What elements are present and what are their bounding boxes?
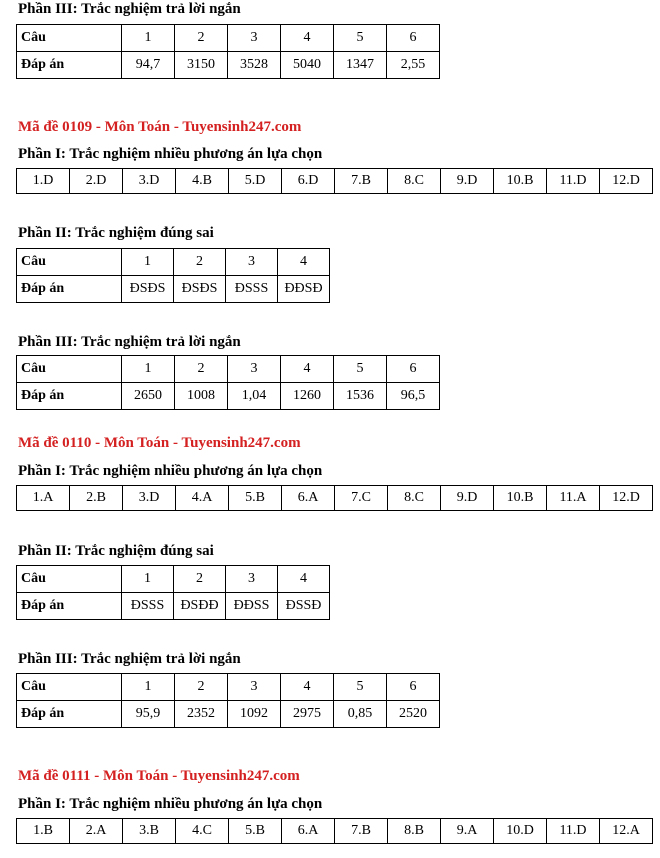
answer-cell: 1260 [281, 383, 334, 410]
answer-cell: 2.D [70, 169, 123, 194]
answer-cell: ĐSĐS [122, 276, 174, 303]
answer-cell: 1347 [334, 52, 387, 79]
part2-heading: Phần II: Trắc nghiệm đúng sai [18, 225, 214, 241]
answer-cell: 5.B [229, 819, 282, 844]
question-number: 6 [387, 356, 440, 383]
header-label: Câu [17, 674, 122, 701]
table-row [17, 276, 330, 303]
question-number: 6 [387, 674, 440, 701]
answer-cell: 4.C [176, 819, 229, 844]
question-number: 1 [122, 674, 175, 701]
question-number: 4 [281, 674, 334, 701]
question-number: 1 [122, 566, 174, 593]
answer-cell: ĐĐSĐ [278, 276, 330, 303]
answer-cell: ĐSĐS [174, 276, 226, 303]
answer-cell: 4.A [176, 486, 229, 511]
answer-cell: 11.A [547, 486, 600, 511]
question-number: 5 [334, 25, 387, 52]
answer-cell: 2352 [175, 701, 228, 728]
question-number: 3 [228, 356, 281, 383]
header-label: Câu [17, 356, 122, 383]
answer-cell: 6.D [282, 169, 335, 194]
answer-cell: 1092 [228, 701, 281, 728]
answer-cell: 96,5 [387, 383, 440, 410]
answer-cell: 95,9 [122, 701, 175, 728]
question-number: 4 [281, 25, 334, 52]
part2-table [16, 565, 330, 620]
answer-label: Đáp án [17, 593, 122, 620]
answer-cell: 9.D [441, 169, 494, 194]
answer-cell: 1008 [175, 383, 228, 410]
answer-cell: 0,85 [334, 701, 387, 728]
table-row [17, 169, 653, 194]
part3-table [16, 355, 440, 410]
answer-cell: ĐSSS [226, 276, 278, 303]
answer-cell: 1.A [17, 486, 70, 511]
question-number: 2 [174, 566, 226, 593]
answer-cell: 11.D [547, 819, 600, 844]
answer-cell: 3528 [228, 52, 281, 79]
answer-cell: 1,04 [228, 383, 281, 410]
question-number: 1 [122, 249, 174, 276]
answer-cell: 5.D [229, 169, 282, 194]
part3-table [16, 673, 440, 728]
table-row [17, 356, 440, 383]
answer-cell: 3.B [123, 819, 176, 844]
answer-cell: 3150 [175, 52, 228, 79]
part1-heading: Phần I: Trắc nghiệm nhiều phương án lựa chọn [18, 463, 323, 479]
question-number: 4 [278, 249, 330, 276]
exam-code-title: Mã đề 0111 - Môn Toán - Tuyensinh247.com [18, 768, 300, 784]
table-row [17, 674, 440, 701]
answer-cell: 8.C [388, 486, 441, 511]
answer-cell: 11.D [547, 169, 600, 194]
question-number: 2 [175, 674, 228, 701]
exam-code-title: Mã đề 0109 - Môn Toán - Tuyensinh247.com [18, 119, 302, 135]
part1-table [16, 485, 653, 511]
question-number: 2 [174, 249, 226, 276]
answer-cell: 3.D [123, 486, 176, 511]
answer-label: Đáp án [17, 701, 122, 728]
answer-label: Đáp án [17, 52, 122, 79]
part1-heading: Phần I: Trắc nghiệm nhiều phương án lựa chọn [18, 146, 323, 162]
part1-table [16, 168, 653, 194]
answer-cell: 4.B [176, 169, 229, 194]
question-number: 4 [281, 356, 334, 383]
table-row [17, 701, 440, 728]
table-row [17, 52, 440, 79]
question-number: 2 [175, 25, 228, 52]
answer-cell: 2520 [387, 701, 440, 728]
answer-cell: 10.D [494, 819, 547, 844]
question-number: 3 [226, 249, 278, 276]
table-row [17, 249, 330, 276]
answer-cell: 10.B [494, 486, 547, 511]
question-number: 3 [226, 566, 278, 593]
part1-table [16, 818, 653, 844]
part3-heading: Phần III: Trắc nghiệm trả lời ngắn [18, 651, 241, 667]
answer-cell: 9.D [441, 486, 494, 511]
answer-cell: 12.D [600, 486, 653, 511]
answer-cell: 3.D [123, 169, 176, 194]
table-row [17, 383, 440, 410]
answer-cell: ĐĐSS [226, 593, 278, 620]
table-row [17, 819, 653, 844]
part2-heading: Phần II: Trắc nghiệm đúng sai [18, 543, 214, 559]
question-number: 2 [175, 356, 228, 383]
question-number: 5 [334, 356, 387, 383]
answer-cell: 2.A [70, 819, 123, 844]
table-row [17, 486, 653, 511]
answer-label: Đáp án [17, 383, 122, 410]
answer-cell: ĐSĐĐ [174, 593, 226, 620]
answer-cell: 8.B [388, 819, 441, 844]
answer-cell: 1.B [17, 819, 70, 844]
question-number: 1 [122, 25, 175, 52]
table-row [17, 25, 440, 52]
header-label: Câu [17, 25, 122, 52]
answer-cell: 7.B [335, 169, 388, 194]
table-row [17, 593, 330, 620]
answer-cell: 12.A [600, 819, 653, 844]
answer-cell: 94,7 [122, 52, 175, 79]
answer-cell: 5.B [229, 486, 282, 511]
question-number: 4 [278, 566, 330, 593]
answer-cell: 7.C [335, 486, 388, 511]
answer-cell: 8.C [388, 169, 441, 194]
question-number: 3 [228, 674, 281, 701]
answer-cell: 10.B [494, 169, 547, 194]
answer-cell: 12.D [600, 169, 653, 194]
exam-code-title: Mã đề 0110 - Môn Toán - Tuyensinh247.com [18, 435, 301, 451]
question-number: 6 [387, 25, 440, 52]
part3-table [16, 24, 440, 79]
answer-cell: 6.A [282, 486, 335, 511]
table-row [17, 566, 330, 593]
part3-heading: Phần III: Trắc nghiệm trả lời ngắn [18, 334, 241, 350]
answer-cell: 7.B [335, 819, 388, 844]
answer-cell: 1.D [17, 169, 70, 194]
part3-heading: Phần III: Trắc nghiệm trả lời ngắn [18, 1, 241, 17]
answer-cell: 1536 [334, 383, 387, 410]
header-label: Câu [17, 249, 122, 276]
answer-cell: 2,55 [387, 52, 440, 79]
answer-label: Đáp án [17, 276, 122, 303]
header-label: Câu [17, 566, 122, 593]
answer-cell: 6.A [282, 819, 335, 844]
answer-cell: 9.A [441, 819, 494, 844]
question-number: 1 [122, 356, 175, 383]
answer-cell: ĐSSS [122, 593, 174, 620]
question-number: 3 [228, 25, 281, 52]
part2-table [16, 248, 330, 303]
answer-cell: 5040 [281, 52, 334, 79]
part1-heading: Phần I: Trắc nghiệm nhiều phương án lựa chọn [18, 796, 323, 812]
answer-cell: ĐSSĐ [278, 593, 330, 620]
answer-cell: 2650 [122, 383, 175, 410]
question-number: 5 [334, 674, 387, 701]
answer-cell: 2.B [70, 486, 123, 511]
answer-cell: 2975 [281, 701, 334, 728]
